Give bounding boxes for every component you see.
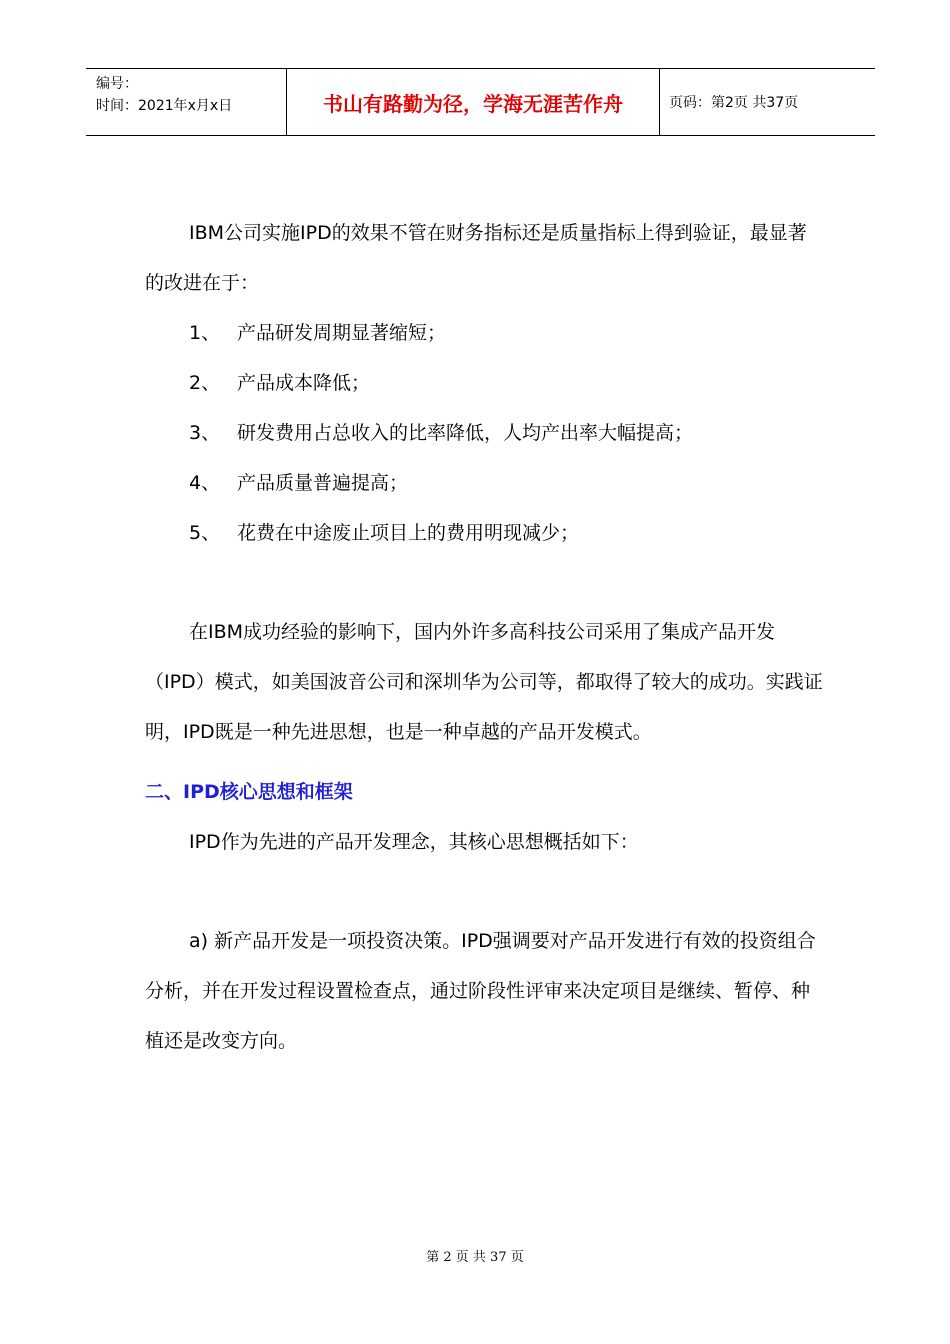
list-item	[145, 508, 825, 558]
header-page-info: 页码：第2页 共37页	[669, 95, 799, 111]
page-footer: 第 2 页 共 37 页	[426, 1250, 524, 1265]
list-item	[145, 408, 825, 458]
header-meta	[86, 69, 287, 135]
list-item-text: 研发费用占总收入的比率降低，人均产出率大幅提高；	[237, 422, 694, 444]
time-label: 时间：2021年x月x日	[96, 98, 233, 114]
document-body	[145, 208, 825, 1066]
list-item-number: 1、	[189, 322, 221, 344]
intro-paragraph: IBM公司实施IPD的效果不管在财务指标还是质量指标上得到验证，最显著的改进在于：	[145, 222, 807, 294]
list-item-number: 2、	[189, 372, 221, 394]
list-item	[145, 358, 825, 408]
list-item	[145, 458, 825, 508]
improvement-list	[145, 308, 825, 558]
paragraph-gap	[145, 558, 825, 607]
core-idea-a-paragraph: a) 新产品开发是一项投资决策。IPD强调要对产品开发进行有效的投资组合分析，并在开发过程设置检查点，通过阶段性评审来决定项目是继续、暂停、种植还是改变方向。	[145, 930, 816, 1052]
core-idea-intro: IPD作为先进的产品开发理念，其核心思想概括如下：	[189, 831, 639, 853]
list-item-number: 5、	[189, 522, 221, 544]
section-heading: 二、IPD核心思想和框架	[145, 781, 353, 803]
list-item-text: 花费在中途废止项目上的费用明现减少；	[237, 522, 580, 544]
list-item-text: 产品研发周期显著缩短；	[237, 322, 447, 344]
list-item-text: 产品成本降低；	[237, 372, 371, 394]
list-item	[145, 308, 825, 358]
number-label: 编号：	[96, 76, 138, 92]
document-header	[86, 68, 875, 136]
ibm-influence-paragraph: 在IBM成功经验的影响下，国内外许多高科技公司采用了集成产品开发（IPD）模式，如美国波音公司和深圳华为公司等，都取得了较大的成功。实践证明，IPD既是一种先进思想，也是一种卓越的产品开发模式。	[145, 621, 823, 743]
header-motto: 书山有路勤为径，学海无涯苦作舟	[287, 69, 660, 135]
list-item-number: 3、	[189, 422, 221, 444]
list-item-number: 4、	[189, 472, 221, 494]
paragraph-gap	[145, 867, 825, 916]
list-item-text: 产品质量普遍提高；	[237, 472, 409, 494]
